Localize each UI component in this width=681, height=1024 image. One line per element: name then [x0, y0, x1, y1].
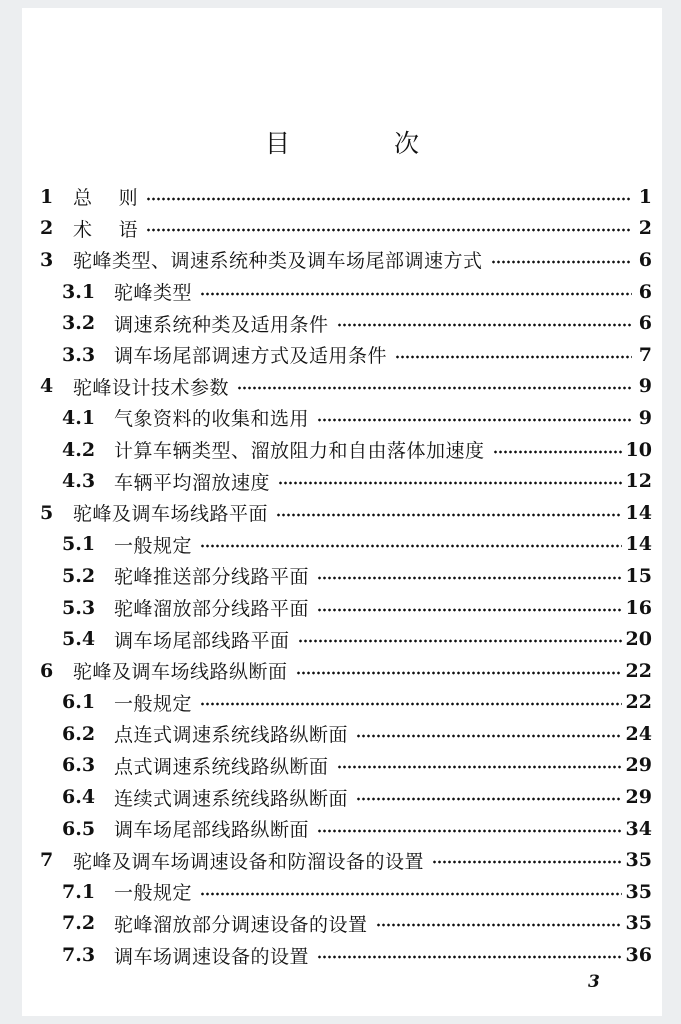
toc-entry[interactable] — [40, 623, 652, 655]
toc-entry-page: 6 — [638, 280, 652, 303]
toc-entry-label: 一般规定 — [114, 882, 193, 905]
toc-entry[interactable] — [40, 750, 652, 782]
toc-entry[interactable] — [40, 939, 652, 971]
toc-entry-label: 调车场尾部调速方式及适用条件 — [114, 345, 388, 368]
toc-entry[interactable] — [40, 307, 652, 339]
toc-entry-label: 调速系统种类及适用条件 — [114, 313, 329, 336]
toc-entry-page: 16 — [625, 596, 652, 619]
toc-entry-page: 9 — [638, 375, 652, 398]
toc-entry[interactable] — [40, 592, 652, 624]
toc-entry-page: 12 — [625, 470, 652, 493]
toc-entry[interactable] — [40, 560, 652, 592]
dot-leader — [317, 829, 622, 833]
dot-leader — [491, 260, 632, 264]
toc-entry-number: 6 — [40, 659, 54, 682]
dot-leader — [317, 418, 632, 422]
toc-entry-label: 调车场尾部线路纵断面 — [114, 819, 310, 842]
toc-entry-number: 3 — [40, 248, 54, 271]
toc-entry-number: 4.1 — [62, 406, 96, 429]
dot-leader — [337, 323, 632, 327]
toc-entry[interactable] — [40, 497, 652, 529]
dot-leader — [376, 923, 622, 927]
toc-entry[interactable] — [40, 844, 652, 876]
dot-leader — [146, 197, 632, 201]
toc-entry-label: 调车场调速设备的设置 — [114, 945, 310, 968]
toc-entry-label: 驼峰类型、调速系统种类及调车场尾部调速方式 — [73, 250, 483, 273]
toc-list — [40, 181, 652, 971]
toc-entry[interactable] — [40, 371, 652, 403]
toc-entry[interactable] — [40, 213, 652, 245]
toc-entry[interactable] — [40, 718, 652, 750]
toc-entry-label: 计算车辆类型、溜放阻力和自由落体加速度 — [114, 440, 485, 463]
toc-entry-number: 7.2 — [62, 912, 96, 935]
toc-entry-number: 7 — [40, 849, 54, 872]
toc-entry-number: 3.1 — [62, 280, 96, 303]
toc-entry-page: 14 — [625, 501, 652, 524]
toc-entry[interactable] — [40, 244, 652, 276]
dot-leader — [317, 576, 622, 580]
toc-entry-number: 6.2 — [62, 722, 96, 745]
toc-entry-page: 15 — [625, 564, 652, 587]
dot-leader — [296, 671, 622, 675]
toc-entry-number: 5 — [40, 501, 54, 524]
dot-leader — [276, 513, 622, 517]
toc-entry[interactable] — [40, 339, 652, 371]
toc-entry[interactable] — [40, 813, 652, 845]
toc-entry-number: 2 — [40, 217, 54, 240]
toc-entry-page: 29 — [625, 786, 652, 809]
toc-entry[interactable] — [40, 529, 652, 561]
dot-leader — [317, 608, 622, 612]
toc-entry-number: 5.2 — [62, 564, 96, 587]
toc-entry-page: 20 — [625, 628, 652, 651]
toc-entry[interactable] — [40, 908, 652, 940]
toc-entry-label: 调车场尾部线路平面 — [114, 629, 290, 652]
toc-entry-page: 35 — [625, 912, 652, 935]
toc-entry-number: 4.2 — [62, 438, 96, 461]
toc-entry-label: 车辆平均溜放速度 — [114, 471, 271, 494]
toc-entry-number: 7.1 — [62, 880, 96, 903]
toc-entry-label: 驼峰及调车场线路纵断面 — [73, 661, 288, 684]
dot-leader — [146, 228, 632, 232]
toc-entry-label: 驼峰推送部分线路平面 — [114, 566, 310, 589]
toc-entry[interactable] — [40, 781, 652, 813]
toc-entry-label: 驼峰及调车场线路平面 — [73, 503, 269, 526]
toc-entry-label: 驼峰溜放部分调速设备的设置 — [114, 913, 368, 936]
toc-entry-number: 6.3 — [62, 754, 96, 777]
toc-entry-number: 7.3 — [62, 944, 96, 967]
dot-leader — [432, 860, 622, 864]
toc-entry-label: 点式调速系统线路纵断面 — [114, 755, 329, 778]
toc-entry-page: 22 — [625, 659, 652, 682]
toc-entry-number: 1 — [40, 185, 54, 208]
toc-entry-label: 点连式调速系统线路纵断面 — [114, 724, 349, 747]
toc-entry-page: 1 — [638, 185, 652, 208]
toc-entry-label: 术 语 — [73, 218, 139, 241]
dot-leader — [493, 450, 622, 454]
toc-entry-number: 3.2 — [62, 312, 96, 335]
toc-entry[interactable] — [40, 402, 652, 434]
dot-leader — [356, 734, 622, 738]
page-number: 3 — [588, 972, 600, 992]
dot-leader — [278, 481, 622, 485]
dot-leader — [395, 355, 632, 359]
toc-entry-page: 36 — [625, 944, 652, 967]
toc-entry[interactable] — [40, 876, 652, 908]
toc-entry-number: 3.3 — [62, 343, 96, 366]
toc-title: 目 次 — [265, 129, 467, 158]
dot-leader — [356, 797, 622, 801]
dot-leader — [298, 639, 622, 643]
toc-entry-label: 驼峰溜放部分线路平面 — [114, 598, 310, 621]
toc-entry-label: 一般规定 — [114, 534, 193, 557]
toc-entry-page: 6 — [638, 248, 652, 271]
toc-entry-page: 7 — [638, 343, 652, 366]
document-page — [22, 8, 662, 1016]
toc-entry-number: 4 — [40, 375, 54, 398]
toc-entry-number: 4.3 — [62, 470, 96, 493]
toc-entry-label: 气象资料的收集和选用 — [114, 408, 310, 431]
toc-entry-label: 驼峰及调车场调速设备和防溜设备的设置 — [73, 850, 425, 873]
toc-entry-number: 6.4 — [62, 786, 96, 809]
toc-entry[interactable] — [40, 655, 652, 687]
dot-leader — [337, 765, 622, 769]
toc-entry-label: 驼峰设计技术参数 — [73, 376, 230, 399]
toc-entry-page: 35 — [625, 880, 652, 903]
toc-entry[interactable] — [40, 687, 652, 719]
toc-entry-page: 22 — [625, 691, 652, 714]
toc-entry[interactable] — [40, 276, 652, 308]
toc-entry[interactable] — [40, 434, 652, 466]
toc-entry-number: 5.3 — [62, 596, 96, 619]
dot-leader — [200, 292, 632, 296]
toc-entry-number: 6.5 — [62, 817, 96, 840]
dot-leader — [200, 702, 622, 706]
toc-entry-page: 10 — [625, 438, 652, 461]
toc-entry-page: 9 — [638, 406, 652, 429]
toc-entry-label: 驼峰类型 — [114, 282, 193, 305]
dot-leader — [317, 955, 622, 959]
toc-entry-number: 6.1 — [62, 691, 96, 714]
dot-leader — [200, 544, 622, 548]
toc-entry-number: 5.1 — [62, 533, 96, 556]
toc-entry-label: 一般规定 — [114, 692, 193, 715]
toc-entry[interactable] — [40, 465, 652, 497]
toc-entry-page: 24 — [625, 722, 652, 745]
toc-entry-page: 34 — [625, 817, 652, 840]
toc-entry-page: 35 — [625, 849, 652, 872]
toc-entry-label: 总 则 — [73, 187, 139, 210]
dot-leader — [237, 386, 632, 390]
toc-entry-number: 5.4 — [62, 628, 96, 651]
toc-entry-page: 2 — [638, 217, 652, 240]
toc-entry[interactable] — [40, 181, 652, 213]
toc-entry-page: 6 — [638, 312, 652, 335]
toc-entry-page: 29 — [625, 754, 652, 777]
dot-leader — [200, 892, 622, 896]
toc-entry-label: 连续式调速系统线路纵断面 — [114, 787, 349, 810]
toc-entry-page: 14 — [625, 533, 652, 556]
